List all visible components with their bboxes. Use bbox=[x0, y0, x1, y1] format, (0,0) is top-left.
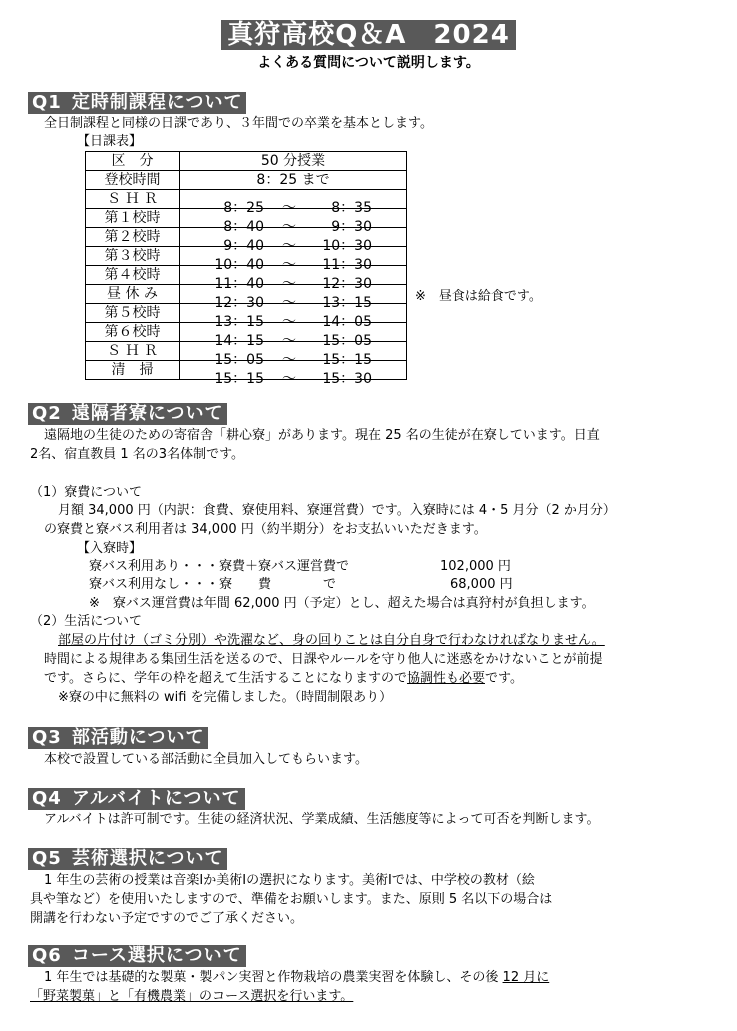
life-line3-emphasis: 協調性も必要 bbox=[406, 671, 485, 686]
schedule-row-time bbox=[180, 323, 407, 349]
q5-number: Q5 bbox=[32, 848, 62, 869]
schedule-row-time bbox=[180, 285, 407, 311]
schedule-arrival-label: 登校時間 bbox=[86, 171, 180, 190]
schedule-header-row bbox=[86, 152, 407, 171]
schedule-row-label: 第３校時 bbox=[86, 247, 180, 266]
schedule-row-label: 第２校時 bbox=[86, 228, 180, 247]
schedule-row bbox=[86, 285, 407, 304]
schedule-row-label: 昼 休 み bbox=[86, 285, 180, 304]
schedule-row-label: 第５校時 bbox=[86, 304, 180, 323]
schedule-end-time: 15：30 bbox=[322, 371, 372, 387]
schedule-row-time bbox=[180, 361, 407, 387]
q6-line2: 「野菜製菓」と「有機農業」のコース選択を行います。 bbox=[30, 989, 354, 1004]
q5-line3: 開講を行わない予定ですのでご了承ください。 bbox=[30, 911, 304, 926]
schedule-row-label: Ｓ Ｈ Ｒ bbox=[86, 342, 180, 361]
q4-title: アルバイトについて bbox=[71, 788, 241, 809]
schedule-end-time: 9：30 bbox=[331, 219, 372, 235]
q6-title: コース選択について bbox=[71, 945, 242, 966]
q2-line2: 2名、宿直教員 1 名の3名体制です。 bbox=[30, 447, 245, 462]
schedule-row-label: 第１校時 bbox=[86, 209, 180, 228]
schedule-tilde: ～ bbox=[282, 352, 296, 368]
life-line2: 時間による規律ある集団生活を送るので、日課やルールを守り他人に迷惑をかけないことが前提 bbox=[44, 652, 603, 667]
q4-number: Q4 bbox=[32, 788, 62, 809]
entry-with-bus-amount: 102,000 円 bbox=[440, 559, 511, 574]
page-title: 真狩高校Q＆A 2024 bbox=[221, 20, 516, 50]
schedule-row bbox=[86, 228, 407, 247]
schedule-row bbox=[86, 190, 407, 209]
schedule-row-time bbox=[180, 266, 407, 292]
q5-title: 芸術選択について bbox=[71, 848, 224, 869]
schedule-start-time: 8：25 bbox=[223, 200, 264, 216]
schedule-start-time: 14：15 bbox=[214, 333, 264, 349]
q3-title: 部活動について bbox=[71, 727, 205, 748]
schedule-end-time: 15：15 bbox=[322, 352, 372, 368]
q6-line1-a: 1 年生では基礎的な製菓・製パン実習と作物栽培の農業実習を体験し、その後 bbox=[44, 970, 499, 985]
schedule-end-time: 8：35 bbox=[331, 200, 372, 216]
schedule-start-time: 15：15 bbox=[214, 371, 264, 387]
schedule-row bbox=[86, 209, 407, 228]
schedule-row bbox=[86, 361, 407, 380]
entry-without-bus-label: 寮バス利用なし・・・寮 費 で bbox=[89, 577, 337, 592]
fee-line2: の寮費と寮バス利用者は 34,000 円（約半期分）をお支払いいただきます。 bbox=[44, 522, 487, 537]
lunch-note: ※ 昼食は給食です。 bbox=[415, 289, 542, 304]
schedule-row-label: Ｓ Ｈ Ｒ bbox=[86, 190, 180, 209]
schedule-row bbox=[86, 247, 407, 266]
schedule-start-time: 11：40 bbox=[214, 276, 264, 292]
q3-text: 本校で設置している部活動に全員加入してもらいます。 bbox=[44, 752, 368, 767]
schedule-tilde: ～ bbox=[282, 371, 296, 387]
q1-heading bbox=[28, 92, 246, 114]
schedule-end-time: 12：30 bbox=[322, 276, 372, 292]
schedule-row-time bbox=[180, 190, 407, 216]
schedule-row-time bbox=[180, 209, 407, 235]
life-line3-c: です。 bbox=[484, 671, 523, 686]
schedule-row bbox=[86, 342, 407, 361]
schedule-tilde: ～ bbox=[282, 333, 296, 349]
schedule-tilde: ～ bbox=[282, 314, 296, 330]
q2-line1: 遠隔地の生徒のための寄宿舎「耕心寮」があります。現在 25 名の生徒が在寮しています。日直 bbox=[44, 428, 600, 443]
schedule-row-time bbox=[180, 304, 407, 330]
schedule-tilde: ～ bbox=[282, 257, 296, 273]
q6-line1 bbox=[44, 968, 549, 987]
schedule-header-value: 50 分授業 bbox=[180, 152, 407, 171]
schedule-row-label: 清 掃 bbox=[86, 361, 180, 380]
q5-heading bbox=[28, 848, 227, 870]
wifi-note: ※寮の中に無料の wifi を完備しました。（時間制限あり） bbox=[58, 690, 393, 705]
q6-heading bbox=[28, 945, 246, 967]
schedule-row-label: 第６校時 bbox=[86, 323, 180, 342]
schedule-row-time bbox=[180, 247, 407, 273]
q3-heading bbox=[28, 727, 208, 749]
bus-fee-note: ※ 寮バス運営費は年間 62,000 円（予定）とし、超えた場合は真狩村が負担します。 bbox=[89, 596, 595, 611]
schedule-end-time: 14：05 bbox=[322, 314, 372, 330]
life-line1: 部屋の片付け（ゴミ分別）や洗濯など、身の回りことは自分自身で行わなければなりません。 bbox=[58, 633, 605, 648]
q5-line1: 1 年生の芸術の授業は音楽Ⅰか美術Ⅰの選択になります。美術Ⅰでは、中学校の教材（絵 bbox=[44, 873, 535, 888]
schedule-end-time: 11：30 bbox=[322, 257, 372, 273]
schedule-row bbox=[86, 304, 407, 323]
schedule-tilde: ～ bbox=[282, 200, 296, 216]
schedule-start-time: 10：40 bbox=[214, 257, 264, 273]
schedule-start-time: 15：05 bbox=[214, 352, 264, 368]
schedule-table bbox=[85, 151, 407, 387]
schedule-arrival-value: 8：25 まで bbox=[180, 171, 407, 190]
schedule-arrival-row bbox=[86, 171, 407, 190]
fee-line1: 月額 34,000 円（内訳：食費、寮使用料、寮運営費）です。入寮時には 4・5 月分（2 か月分） bbox=[58, 503, 616, 518]
q6-line1-b: 12 月に bbox=[502, 970, 550, 985]
life-line3-a: です。さらに、学年の枠を超えて生活することになりますので bbox=[44, 671, 407, 686]
q1-title: 定時制課程について bbox=[71, 92, 243, 113]
q6-number: Q6 bbox=[32, 945, 62, 966]
q2-title: 遠隔者寮について bbox=[71, 403, 224, 424]
schedule-tilde: ～ bbox=[282, 295, 296, 311]
schedule-tilde: ～ bbox=[282, 276, 296, 292]
schedule-row bbox=[86, 266, 407, 285]
schedule-tilde: ～ bbox=[282, 238, 296, 254]
schedule-start-time: 9：40 bbox=[223, 238, 264, 254]
schedule-start-time: 12：30 bbox=[214, 295, 264, 311]
schedule-start-time: 13：15 bbox=[214, 314, 264, 330]
schedule-caption: 【日課表】 bbox=[77, 134, 143, 149]
schedule-row-time bbox=[180, 228, 407, 254]
schedule-row bbox=[86, 323, 407, 342]
q2-number: Q2 bbox=[32, 403, 62, 424]
schedule-tilde: ～ bbox=[282, 219, 296, 235]
entry-caption: 【入寮時】 bbox=[77, 541, 143, 556]
schedule-start-time: 8：40 bbox=[223, 219, 264, 235]
schedule-end-time: 10：30 bbox=[322, 238, 372, 254]
entry-without-bus-amount: 68,000 円 bbox=[450, 577, 513, 592]
schedule-header-label: 区 分 bbox=[86, 152, 180, 171]
q1-intro: 全日制課程と同様の日課であり、３年間での卒業を基本とします。 bbox=[44, 116, 433, 131]
page-subtitle: よくある質問について説明します。 bbox=[257, 55, 480, 71]
q2-heading bbox=[28, 403, 227, 425]
fee-title: （1）寮費について bbox=[30, 485, 143, 500]
schedule-row-time bbox=[180, 342, 407, 368]
q4-heading bbox=[28, 788, 245, 810]
q3-number: Q3 bbox=[32, 727, 62, 748]
schedule-end-time: 15：05 bbox=[322, 333, 372, 349]
life-title: （2）生活について bbox=[30, 614, 143, 629]
entry-with-bus-label: 寮バス利用あり・・・寮費＋寮バス運営費で bbox=[89, 559, 350, 574]
schedule-end-time: 13：15 bbox=[322, 295, 372, 311]
q5-line2: 具や筆など）を使用いたしますので、準備をお願いします。また、原則 5 名以下の場合は bbox=[30, 892, 553, 907]
q1-number: Q1 bbox=[32, 92, 62, 113]
life-line3 bbox=[44, 669, 523, 688]
schedule-row-label: 第４校時 bbox=[86, 266, 180, 285]
q4-text: アルバイトは許可制です。生徒の経済状況、学業成績、生活態度等によって可否を判断します。 bbox=[44, 812, 600, 827]
